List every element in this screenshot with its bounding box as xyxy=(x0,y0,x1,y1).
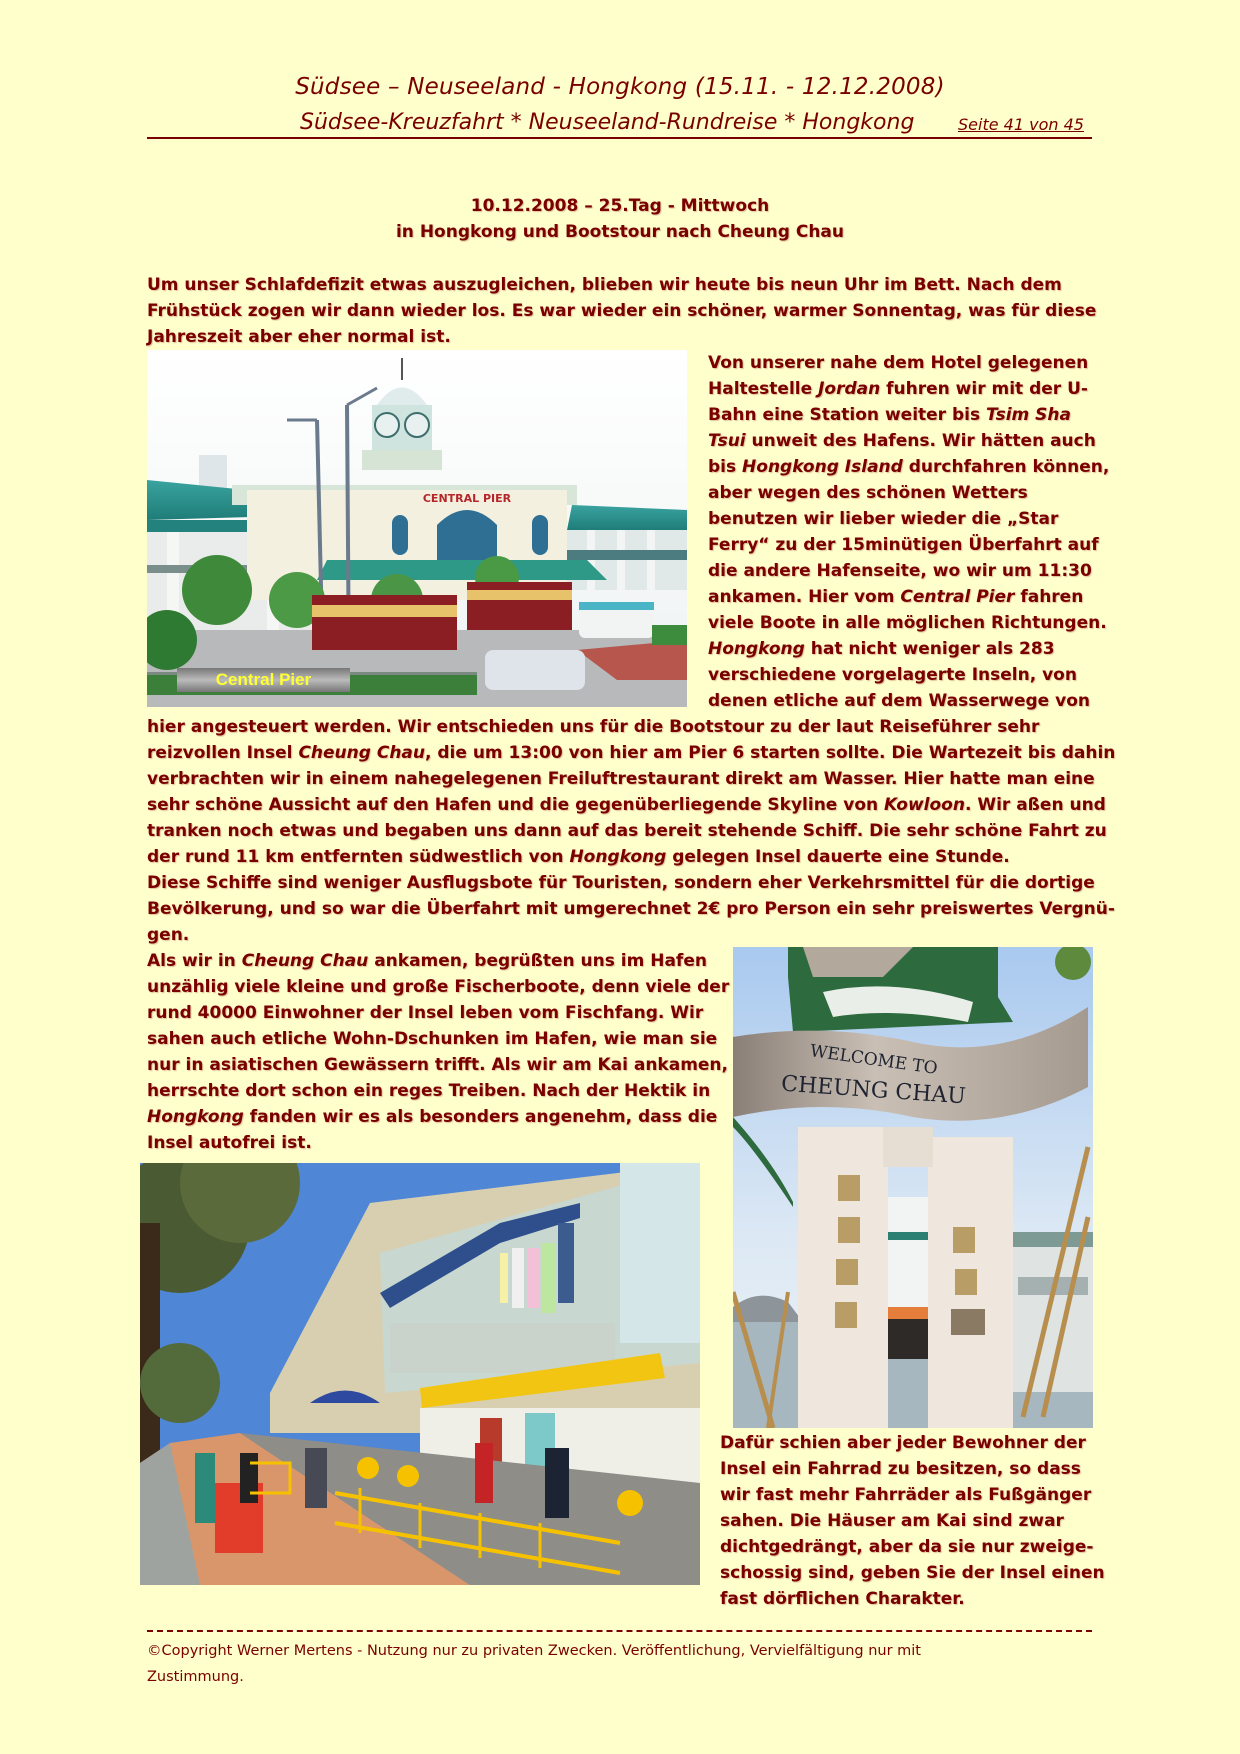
text-line: gen. xyxy=(147,925,190,945)
bottom-right-paragraph xyxy=(720,1430,1105,1612)
place-name: Hongkong xyxy=(147,1107,244,1127)
street-image xyxy=(140,1163,700,1585)
text-line: Diese Schiffe sind weniger Ausflugsbote für Touristen, sondern eher Verkehrsmittel für die dortige xyxy=(147,873,1095,893)
text-line: Insel ein Fahrrad zu besitzen, so dass xyxy=(720,1459,1081,1479)
text-line: rund 40000 Einwohner der Insel leben vom Fischfang. Wir xyxy=(147,1003,704,1023)
text-line: hier angesteuert werden. Wir entschieden uns für die Bootstour zu der laut Reiseführer sehr xyxy=(147,717,1040,737)
text-line: tranken noch etwas und begaben uns dann auf das bereit stehende Schiff. Die sehr schöne Fahrt zu xyxy=(147,821,1107,841)
text-line: die andere Hafenseite, wo wir um 11:30 xyxy=(708,561,1092,581)
text-line: herrschte dort schon ein reges Treiben. Nach der Hektik in xyxy=(147,1081,711,1101)
text-line: Hongkong hat nicht weniger als 283 xyxy=(708,639,1055,659)
footer-rule xyxy=(147,1630,1092,1632)
document-title: Südsee – Neuseeland - Hongkong (15.11. - 12.12.2008) xyxy=(295,74,945,100)
text-line: der rund 11 km entfernten südwestlich von Hongkong gelegen Insel dauerte eine Stunde. xyxy=(147,847,1010,867)
text-line: benutzen wir lieber wieder die „Star xyxy=(708,509,1059,529)
text-line: Tsui unweit des Hafens. Wir hätten auch xyxy=(708,431,1096,451)
text-line: sahen. Die Häuser am Kai sind zwar xyxy=(720,1511,1064,1531)
place-name: Central Pier xyxy=(900,587,1015,607)
text-line: schossig sind, geben Sie der Insel einen xyxy=(720,1563,1105,1583)
welcome-sign-image xyxy=(733,947,1093,1428)
copyright-footer xyxy=(147,1638,1047,1690)
section-date-line: 10.12.2008 – 25.Tag - Mittwoch xyxy=(470,196,770,216)
text-line: Frühstück zogen wir dann wieder los. Es war wieder ein schöner, warmer Sonnentag, was für diese xyxy=(147,301,1097,321)
text-line: bis Hongkong Island durchfahren können, xyxy=(708,457,1110,477)
text-line: verschiedene vorgelagerte Inseln, von xyxy=(708,665,1077,685)
central-pier-photo xyxy=(147,350,687,707)
text-line: Um unser Schlafdefizit etwas auszugleichen, blieben wir heute bis neun Uhr im Bett. Nach dem xyxy=(147,275,1062,295)
welcome-sign-photo xyxy=(733,947,1093,1428)
left-column-paragraph xyxy=(147,948,729,1156)
text-line: Als wir in Cheung Chau ankamen, begrüßten uns im Hafen xyxy=(147,951,707,971)
text-line: nur in asiatischen Gewässern trifft. Als wir am Kai ankamen, xyxy=(147,1055,728,1075)
place-name: Jordan xyxy=(818,379,881,399)
place-name: Hongkong xyxy=(569,847,667,867)
place-name: Tsim Sha xyxy=(986,405,1071,425)
text-line: dichtgedrängt, aber da sie nur zweige- xyxy=(720,1537,1094,1557)
copyright-line-2: Zustimmung. xyxy=(147,1669,244,1685)
text-line: Bahn eine Station weiter bis Tsim Sha xyxy=(708,405,1071,425)
text-line: Haltestelle Jordan fuhren wir mit der U- xyxy=(708,379,1088,399)
sign-line-1: WELCOME TO xyxy=(808,1041,939,1079)
page-number: Seite 41 von 45 xyxy=(958,115,1084,134)
text-line: Insel autofrei ist. xyxy=(147,1133,312,1153)
photo-caption: Central Pier xyxy=(177,668,350,692)
central-pier-image xyxy=(147,350,687,707)
place-name: Hongkong Island xyxy=(742,457,903,477)
text-line: sehr schöne Aussicht auf den Hafen und die gegenüberliegende Skyline von Kowloon. Wir aßen und xyxy=(147,795,1106,815)
text-line: viele Boote in alle möglichen Richtungen. xyxy=(708,613,1107,633)
text-line: reizvollen Insel Cheung Chau, die um 13:00 von hier am Pier 6 starten sollte. Die Wartezeit bis dahin xyxy=(147,743,1116,763)
text-line: Dafür schien aber jeder Bewohner der xyxy=(720,1433,1086,1453)
text-line: fast dörflichen Charakter. xyxy=(720,1589,965,1609)
place-name: Tsui xyxy=(708,431,746,451)
text-line: verbrachten wir in einem nahegelegenen Freiluftrestaurant direkt am Wasser. Hier hatte man eine xyxy=(147,769,1095,789)
text-line: Bevölkerung, und so war die Überfahrt mit umgerechnet 2€ pro Person ein sehr preiswertes Vergnü- xyxy=(147,899,1115,919)
right-column-paragraph xyxy=(708,350,1109,714)
place-name: Cheung Chau xyxy=(241,951,369,971)
header-rule xyxy=(147,137,1092,139)
street-photo xyxy=(140,1163,700,1585)
building-sign: CENTRAL PIER xyxy=(422,492,512,505)
full-width-paragraph xyxy=(147,714,1115,948)
text-line: sahen auch etliche Wohn-Dschunken im Hafen, wie man sie xyxy=(147,1029,718,1049)
text-line: Ferry“ zu der 15minütigen Überfahrt auf xyxy=(708,535,1099,555)
text-line: unzählig viele kleine und große Fischerboote, denn viele der xyxy=(147,977,730,997)
text-line: Jahreszeit aber eher normal ist. xyxy=(147,327,451,347)
sign-line-2: CHEUNG CHAU xyxy=(780,1071,967,1110)
text-line: aber wegen des schönen Wetters xyxy=(708,483,1028,503)
text-line: Hongkong fanden wir es als besonders angenehm, dass die xyxy=(147,1107,718,1127)
text-line: ankamen. Hier vom Central Pier fahren xyxy=(708,587,1084,607)
document-subtitle: Südsee-Kreuzfahrt * Neuseeland-Rundreise * Hongkong xyxy=(300,110,915,135)
text-line: Von unserer nahe dem Hotel gelegenen xyxy=(708,353,1089,373)
intro-paragraph xyxy=(147,272,1096,350)
text-line: denen etliche auf dem Wasserwege von xyxy=(708,691,1090,711)
section-subtitle-line: in Hongkong und Bootstour nach Cheung Chau xyxy=(395,222,845,242)
copyright-line-1: ©Copyright Werner Mertens - Nutzung nur zu privaten Zwecken. Veröffentlichung, Vervielfältigung nur mit xyxy=(147,1643,921,1659)
place-name: Hongkong xyxy=(708,639,805,659)
text-line: wir fast mehr Fahrräder als Fußgänger xyxy=(720,1485,1092,1505)
place-name: Kowloon xyxy=(884,795,965,815)
place-name: Cheung Chau xyxy=(298,743,425,763)
